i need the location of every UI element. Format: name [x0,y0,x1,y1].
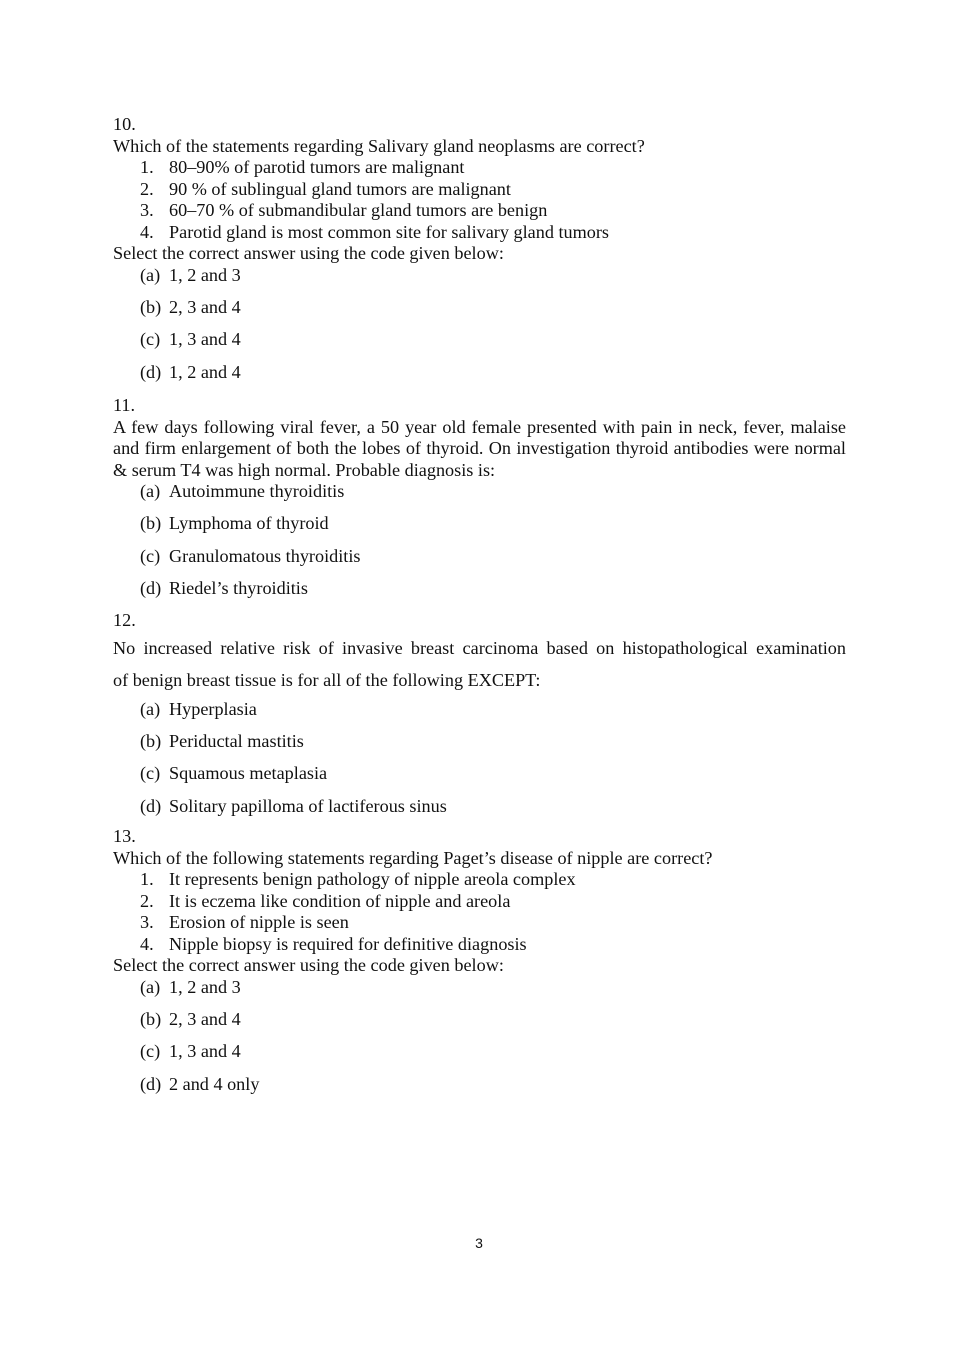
statement-item: 1. It represents benign pathology of nipple areola complex [140,869,576,889]
answer-option: (d) 2 and 4 only [140,1073,260,1094]
answer-option: (b) 2, 3 and 4 [140,1008,241,1029]
answer-instruction: Select the correct answer using the code given below: [113,955,504,975]
question-stem-line-1: No increased relative risk of invasive breast carcinoma based on histopathological examination [113,637,846,658]
answer-option: (c) Squamous metaplasia [140,763,328,784]
answer-option: (c) 1, 3 and 4 [140,1041,241,1062]
question-number: 11. [113,395,136,415]
statement-item: 1. 80–90% of parotid tumors are malignant [140,157,465,177]
answer-option: (b) 2, 3 and 4 [140,296,241,317]
statement-item: 3. Erosion of nipple is seen [140,912,349,932]
question-number: 10. [113,114,136,134]
answer-option: (d) 1, 2 and 4 [140,361,241,382]
answer-option: (a) Autoimmune thyroiditis [140,481,345,501]
answer-option: (d) Solitary papilloma of lactiferous sinus [140,795,447,816]
answer-option: (a) 1, 2 and 3 [140,264,241,285]
answer-instruction: Select the correct answer using the code given below: [113,243,504,263]
statement-item: 4. Nipple biopsy is required for definitive diagnosis [140,933,527,954]
question-stem: Which of the statements regarding Salivary gland neoplasms are correct? [113,135,645,156]
statement-item: 2. It is eczema like condition of nipple and areola [140,890,511,911]
question-11 [113,395,846,611]
statement-item: 3. 60–70 % of submandibular gland tumors are benign [140,200,548,220]
answer-option: (d) Riedel’s thyroiditis [140,578,308,599]
answer-option: (a) 1, 2 and 3 [140,976,241,997]
answer-option: (c) Granulomatous thyroiditis [140,545,361,566]
statement-item: 4. Parotid gland is most common site for salivary gland tumors [140,221,609,242]
question-stem-line-2: of benign breast tissue is for all of the following EXCEPT: [113,669,541,690]
question-stem: Which of the following statements regarding Paget’s disease of nipple are correct? [113,847,713,868]
question-stem: A few days following viral fever, a 50 year old female presented with pain in neck, fever, malaise and firm enlargement of both the lobes of thyroid. On investigation thyroid antibodies were normal & serum T4 was high normal. Probable diagnosis is: [113,416,846,480]
question-13 [113,826,846,1106]
question-12 [113,610,846,828]
question-10 [113,114,846,394]
answer-option: (b) Periductal mastitis [140,730,304,751]
statement-item: 2. 90 % of sublingual gland tumors are malignant [140,178,511,199]
question-number: 13. [113,826,136,846]
answer-option: (a) Hyperplasia [140,698,257,719]
question-number: 12. [113,610,136,630]
answer-option: (b) Lymphoma of thyroid [140,513,329,534]
page-number: 3 [475,1235,483,1251]
answer-option: (c) 1, 3 and 4 [140,329,241,350]
